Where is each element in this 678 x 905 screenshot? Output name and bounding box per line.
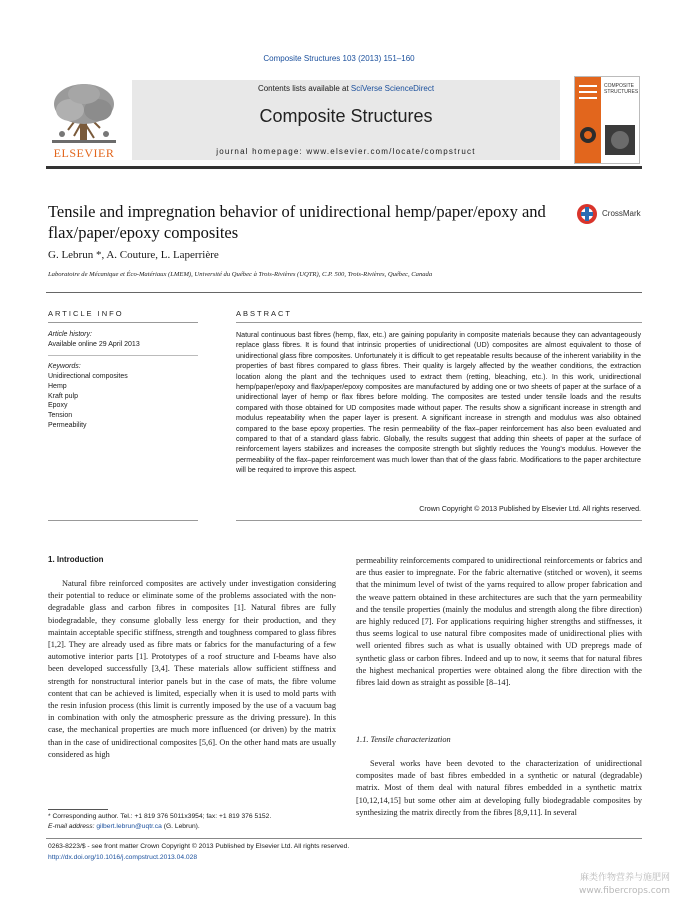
header-divider xyxy=(46,292,642,293)
crossmark-icon xyxy=(576,203,598,225)
footnote xyxy=(48,812,338,832)
keyword: Epoxy xyxy=(48,402,68,410)
history-value: Available online 29 April 2013 xyxy=(48,341,140,348)
journal-homepage[interactable]: journal homepage: www.elsevier.com/locate/compstruct xyxy=(216,147,476,156)
keywords-rule xyxy=(48,355,198,356)
abstract-bottom-rule xyxy=(236,520,642,521)
author-email-link[interactable]: gilbert.lebrun@uqtr.ca xyxy=(96,823,162,830)
sciencedirect-link[interactable]: SciVerse ScienceDirect xyxy=(350,84,435,93)
journal-name: Composite Structures xyxy=(259,106,433,126)
email-label: E-mail address: xyxy=(48,823,97,830)
contents-prefix: Contents lists available at xyxy=(257,84,351,93)
abstract-heading: ABSTRACT xyxy=(236,309,293,318)
crossmark-label: CrossMark xyxy=(602,209,641,218)
site-watermark xyxy=(480,872,670,898)
email-line xyxy=(48,822,338,832)
keyword: Hemp xyxy=(48,382,67,390)
keyword: Tension xyxy=(48,412,73,420)
body-column-right: permeability reinforcements compared to unidirectional reinforcements or fabrics and are thus easier to impregnate. For the fabric alternative (stitched or woven), it seems that the minimum level of twist of the yarns required to allow proper fabrication and the weave pattern obtained in these architectures are such that the yarn permeability and the tensile properties (mainly the modulus and strength along the fibre direction) are highly reduced [7]. For applications requiring higher strengths and stiffnesses, it thus seems logical to use natural fibre composites made of unidirectional plies with well oriented fibres such as what is usually obtained with UD prepregs made of synthetic glass or carbon fibres. Indeed and up to now, it seems that for natural fibres the highest mechanical properties were obtained along the fibre direction with the fibres laid down as straight as possible [8–14]. xyxy=(356,556,642,688)
keywords-list xyxy=(48,372,128,431)
footnote-rule xyxy=(48,809,108,810)
watermark-line-1: 麻类作物营养与施肥网 xyxy=(579,873,670,883)
affiliation: Laboratoire de Mécanique et Éco-Matériaux (LMEM), Université du Québec à Trois-Rivières (UQTR), C.P. 500, Trois-Rivières, Québec, Canada xyxy=(48,271,433,278)
body-column-left: Natural fibre reinforced composites are actively under investigation considering their potential to reduce or eliminate some of the problems associated with the non-degradable glass and carbon fibres in composites [1]. Natural fibres are fully biodegradable, they consume globally less energy for their production, and they maintain acceptable specific stiffness, strength and toughness compared to glass fibres [1,2]. They are already used as fibre mats or fabrics for the manufacturing of a few automotive interior parts [1]. Prototypes of a roof structure and I-beams have also been developed successfully [3,4]. These materials allow sufficient stiffness and strength for nonstructural interior panels but in the case of mats, the fibre volume content that can be achieved is limited, especially when it is used to mold parts with the resin infusion process (this limit is currently imposed by the use of a vacuum bag in combination with only the atmospheric pressure as the driving pressure). In this case, the mechanical properties are much more influenced (or driven) by the matrix than in the case of unidirectional composites [5,6]. On the other hand mats are usually considered as high xyxy=(48,579,336,759)
body-column-right-continued: Several works have been devoted to the characterization of unidirectional composites made of bast fibres embedded in a synthetic or natural (degradable) matrix. Most of them deal with natural fibres embedded in a synthetic matrix [10,12,14,15] but some other aim at developing fully biodegradable composites by synthesizing the matrix directly from the fibres [8,9,11]. In several xyxy=(356,759,642,817)
keyword: Kraft pulp xyxy=(48,392,78,400)
journal-cover-thumbnail[interactable] xyxy=(574,76,640,164)
article-info-heading: ARTICLE INFO xyxy=(48,309,124,318)
issn-line: 0263-8223/$ - see front matter Crown Copyright © 2013 Published by Elsevier Ltd. All rights reserved. xyxy=(48,843,350,850)
bottom-rule xyxy=(46,838,642,839)
article-info-bottom-rule xyxy=(48,520,198,521)
abstract-rule xyxy=(236,322,642,323)
keyword: Unidirectional composites xyxy=(48,373,128,380)
keyword: Permeability xyxy=(48,421,87,429)
doi-link[interactable]: http://dx.doi.org/10.1016/j.compstruct.2013.04.028 xyxy=(48,854,198,861)
keywords-label: Keywords: xyxy=(48,363,81,370)
masthead-rule xyxy=(46,166,642,169)
crossmark-button[interactable] xyxy=(576,203,646,227)
section-heading-introduction: 1. Introduction xyxy=(48,555,104,564)
abstract-copyright: Crown Copyright © 2013 Published by Elsevier Ltd. All rights reserved. xyxy=(419,505,641,513)
cover-label: COMPOSITE STRUCTURES xyxy=(604,83,639,95)
corresponding-author-note: * Corresponding author. Tel.: +1 819 376 5011x3954; fax: +1 819 376 5152. xyxy=(48,813,272,820)
article-title: Tensile and impregnation behavior of unidirectional hemp/paper/epoxy and flax/paper/epoxy composites xyxy=(48,202,546,242)
subsection-heading: 1.1. Tensile characterization xyxy=(356,735,451,744)
abstract-text: Natural continuous bast fibres (hemp, flax, etc.) are gaining popularity in composite materials because they can advantageously replace glass fibres. It is found that intrinsic properties of unidirectional (UD) composites are almost equivalent to those of unidirectional glass fibre composites. Unfortunately it is difficult to get repeatable results because of the inherent variability in the properties of bast fibres compared to glass fibres. Their quality is largely affected by the weather conditions, the extraction location along the plant and the techniques used to extract them (retting, bleaching, etc.). In this work, unidirectional hemp/paper/epoxy and flax/paper/epoxy composites are manufactured by adding one or two sheets of paper at the surface of a unidirectional layer of hemp or flax fibres before molding. The composites are tested under tensile loads and the results compared with those obtained for UD composites made without paper. The results show a significant increase in strength and modulus repeatability when the paper layer is present. A significant increase in strength and modulus was also obtained compared to the base epoxy properties. The resin permeability of the flax–paper reinforcement has also been evaluated and compared to that of a standard glass fabric. Globally, the results suggest that adding thin sheets of paper at the surface of reinforcement layers stabilizes and increases the composite strength but slightly reduces the Young's modulus. However the permeability of the flax–paper reinforcement was much lower than that of the glass fabric. Modifications to the paper architecture will be required to improve this aspect. xyxy=(236,331,641,475)
watermark-line-2: www.fibercrops.com xyxy=(579,886,670,896)
elsevier-wordmark: ELSEVIER xyxy=(53,146,115,160)
contents-line xyxy=(132,84,560,93)
article-info-rule xyxy=(48,322,198,323)
email-suffix: (G. Lebrun). xyxy=(161,823,200,830)
authors: G. Lebrun *, A. Couture, L. Laperrière xyxy=(48,249,219,261)
journal-reference[interactable]: Composite Structures 103 (2013) 151–160 xyxy=(263,54,415,63)
history-label: Article history: xyxy=(48,331,92,338)
